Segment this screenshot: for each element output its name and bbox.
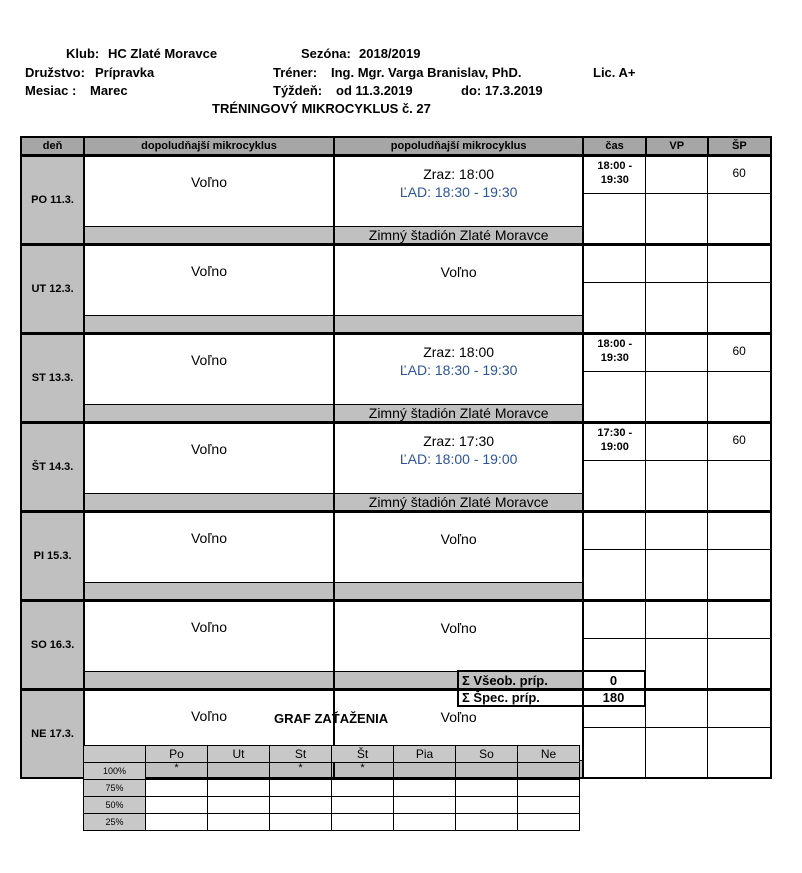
day-label: ST 13.3.	[21, 334, 84, 423]
week-to: do: 17.3.2019	[461, 83, 543, 98]
afternoon-line-1: Zraz: 17:30	[423, 433, 495, 449]
graph-cell	[456, 780, 518, 797]
vp-cell-lower	[646, 372, 708, 423]
time-cell-lower	[583, 728, 645, 779]
microcycle-table	[20, 136, 772, 779]
day-label: SO 16.3.	[21, 601, 84, 690]
afternoon-line-1: Voľno	[440, 620, 477, 636]
sp-cell	[708, 601, 771, 639]
vp-cell	[646, 423, 708, 461]
place-cell: Zimný štadión Zlaté Moravce	[334, 494, 584, 512]
graph-cell	[456, 814, 518, 831]
graph-cell	[518, 797, 580, 814]
sp-cell: 60	[708, 423, 771, 461]
graph-cell	[518, 780, 580, 797]
morning-note	[84, 316, 334, 334]
afternoon-line-1: Zraz: 18:00	[423, 344, 495, 360]
day-label: NE 17.3.	[21, 690, 84, 779]
afternoon-activity	[334, 156, 584, 227]
graph-col-header: Pia	[394, 746, 456, 763]
sp-cell	[708, 512, 771, 550]
day-label: UT 12.3.	[21, 245, 84, 334]
graph-cell	[518, 814, 580, 831]
morning-note	[84, 494, 334, 512]
time-cell-lower	[583, 550, 645, 601]
time-cell-lower	[583, 283, 645, 334]
season-value: 2018/2019	[359, 46, 421, 61]
day-label: ŠT 14.3.	[21, 423, 84, 512]
graph-header-row	[84, 746, 580, 763]
afternoon-activity	[334, 512, 584, 583]
afternoon-line-2: ĽAD: 18:30 - 19:30	[399, 184, 518, 200]
sp-cell: 60	[708, 334, 771, 372]
sp-cell-lower	[708, 550, 771, 601]
graph-cell	[518, 763, 580, 780]
day-label: PI 15.3.	[21, 512, 84, 601]
sums-table	[457, 670, 646, 707]
graph-row-label: 50%	[84, 797, 146, 814]
time-cell	[583, 601, 645, 639]
time-cell: 17:30 - 19:00	[583, 423, 645, 461]
vp-cell-lower	[646, 283, 708, 334]
vp-cell	[646, 512, 708, 550]
day-row	[21, 423, 771, 461]
graph-cell	[456, 763, 518, 780]
sp-cell	[708, 245, 771, 283]
coach-label: Tréner:	[273, 65, 318, 80]
graph-cell	[146, 797, 208, 814]
afternoon-line-1: Zraz: 18:00	[423, 166, 495, 182]
place-cell: Zimný štadión Zlaté Moravce	[334, 405, 584, 423]
graph-row	[84, 814, 580, 831]
sp-cell-lower	[708, 283, 771, 334]
place-cell	[334, 316, 584, 334]
morning-activity: Voľno	[84, 156, 334, 227]
afternoon-activity	[334, 601, 584, 672]
page-title: TRÉNINGOVÝ MIKROCYKLUS č. 27	[212, 101, 431, 116]
sp-cell	[708, 690, 771, 728]
graph-cell: *	[146, 763, 208, 780]
sum-general-row	[458, 671, 645, 689]
graph-row	[84, 797, 580, 814]
afternoon-line-2: ĽAD: 18:00 - 19:00	[399, 451, 518, 467]
team-label: Družstvo:	[25, 65, 85, 80]
graph-col-header: So	[456, 746, 518, 763]
club-label: Klub:	[66, 46, 100, 61]
sp-cell-lower	[708, 639, 771, 690]
morning-activity: Voľno	[84, 690, 334, 761]
week-label: Týždeň:	[273, 83, 323, 98]
coach-value: Ing. Mgr. Varga Branislav, PhD.	[331, 65, 522, 80]
sum-general-label: Σ Všeob. príp.	[458, 671, 583, 689]
month-label: Mesiac :	[25, 83, 77, 98]
month-value: Marec	[90, 83, 128, 98]
graph-cell	[332, 780, 394, 797]
time-cell-lower	[583, 194, 645, 245]
col-morning: dopoludňajší mikrocyklus	[84, 137, 334, 156]
graph-cell	[270, 797, 332, 814]
graph-cell	[332, 797, 394, 814]
morning-activity: Voľno	[84, 601, 334, 672]
vp-cell-lower	[646, 728, 708, 779]
sp-cell: 60	[708, 156, 771, 194]
afternoon-line-1: Voľno	[440, 531, 477, 547]
time-cell: 18:00 - 19:30	[583, 156, 645, 194]
afternoon-activity	[334, 245, 584, 316]
afternoon-activity	[334, 334, 584, 405]
col-vp: VP	[646, 137, 708, 156]
place-cell	[334, 583, 584, 601]
graph-col-header: Ut	[208, 746, 270, 763]
graph-cell	[332, 814, 394, 831]
morning-activity: Voľno	[84, 245, 334, 316]
morning-note	[84, 583, 334, 601]
club-value: HC Zlaté Moravce	[108, 46, 218, 61]
time-cell-lower	[583, 372, 645, 423]
graph-cell	[394, 780, 456, 797]
graph-cell	[208, 797, 270, 814]
graph-cell: *	[332, 763, 394, 780]
sp-cell-lower	[708, 194, 771, 245]
graph-cell	[146, 814, 208, 831]
morning-note	[84, 227, 334, 245]
afternoon-line-2: ĽAD: 18:30 - 19:30	[399, 362, 518, 378]
morning-note	[84, 672, 334, 690]
col-sp: ŠP	[708, 137, 771, 156]
vp-cell	[646, 156, 708, 194]
graph-cell	[208, 763, 270, 780]
vp-cell-lower	[646, 194, 708, 245]
sum-special-row	[458, 689, 645, 707]
col-afternoon: popoludňajší mikrocyklus	[334, 137, 584, 156]
season-label: Sezóna:	[301, 46, 351, 61]
vp-cell	[646, 690, 708, 728]
graph-cell	[456, 797, 518, 814]
graph-cell	[208, 814, 270, 831]
day-row	[21, 512, 771, 550]
graph-title: GRAF ZAŤAŽENIA	[274, 711, 389, 726]
vp-cell	[646, 245, 708, 283]
graph-cell	[394, 814, 456, 831]
sum-special-label: Σ Špec. príp.	[458, 689, 583, 707]
graph-col-header: Št	[332, 746, 394, 763]
day-row	[21, 245, 771, 283]
sp-cell-lower	[708, 372, 771, 423]
graph-col-header: St	[270, 746, 332, 763]
morning-activity: Voľno	[84, 512, 334, 583]
vp-cell-lower	[646, 639, 708, 690]
team-value: Prípravka	[95, 65, 155, 80]
col-time: čas	[583, 137, 645, 156]
graph-cell	[146, 780, 208, 797]
morning-note	[84, 405, 334, 423]
day-row	[21, 156, 771, 194]
graph-col-header: Ne	[518, 746, 580, 763]
graph-cell	[394, 797, 456, 814]
graph-row	[84, 780, 580, 797]
vp-cell-lower	[646, 461, 708, 512]
load-graph-table	[83, 745, 580, 831]
graph-col-header: Po	[146, 746, 208, 763]
graph-row-label: 75%	[84, 780, 146, 797]
sp-cell-lower	[708, 728, 771, 779]
vp-cell	[646, 601, 708, 639]
graph-row	[84, 763, 580, 780]
time-cell	[583, 245, 645, 283]
day-label: PO 11.3.	[21, 156, 84, 245]
sp-cell-lower	[708, 461, 771, 512]
time-cell	[583, 512, 645, 550]
sum-special-value: 180	[583, 689, 646, 707]
graph-cell	[270, 814, 332, 831]
afternoon-activity	[334, 423, 584, 494]
day-row	[21, 334, 771, 372]
time-cell-lower	[583, 461, 645, 512]
afternoon-line-1: Voľno	[440, 709, 477, 725]
table-header-row	[21, 137, 771, 156]
day-row	[21, 690, 771, 728]
graph-cell: *	[270, 763, 332, 780]
afternoon-line-1: Voľno	[440, 264, 477, 280]
graph-row-label: 25%	[84, 814, 146, 831]
license-value: Lic. A+	[593, 65, 636, 80]
week-from: od 11.3.2019	[336, 83, 413, 98]
place-cell: Zimný štadión Zlaté Moravce	[334, 227, 584, 245]
graph-row-label: 100%	[84, 763, 146, 780]
vp-cell-lower	[646, 550, 708, 601]
graph-cell	[394, 763, 456, 780]
graph-cell	[270, 780, 332, 797]
time-cell: 18:00 - 19:30	[583, 334, 645, 372]
graph-cell	[208, 780, 270, 797]
day-row	[21, 601, 771, 639]
morning-activity: Voľno	[84, 334, 334, 405]
sum-general-value: 0	[583, 671, 646, 689]
col-day: deň	[21, 137, 84, 156]
vp-cell	[646, 334, 708, 372]
morning-activity: Voľno	[84, 423, 334, 494]
graph-corner	[84, 746, 146, 763]
